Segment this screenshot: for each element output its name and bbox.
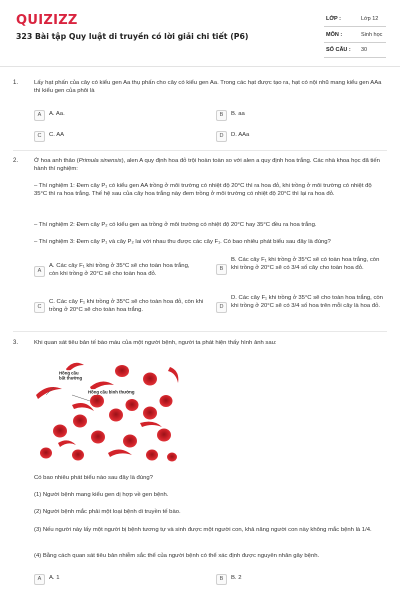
question-1-option-b[interactable]	[216, 110, 386, 121]
abnormal-cell-label-1: Hồng cầu	[59, 370, 79, 376]
question-3-statement-1: (1) Người bệnh mang kiểu gen dị hợp về gen bệnh.	[34, 492, 169, 498]
option-letter: C	[34, 131, 45, 142]
question-2-option-b[interactable]	[216, 256, 388, 286]
option-letter: C	[34, 302, 45, 313]
page-title: 323 Bài tập Quy luật di truyền có lời giải chi tiết (P6)	[16, 32, 249, 41]
option-letter: B	[216, 574, 227, 585]
option-letter: A	[34, 266, 45, 277]
option-letter: D	[216, 302, 227, 313]
option-text: A. 1	[49, 575, 60, 581]
question-3-number: 3.	[13, 340, 19, 346]
question-2-option-c[interactable]	[34, 298, 206, 322]
question-3-prompt: Có bao nhiêu phát biểu nào sau đây là đúng?	[34, 475, 153, 481]
question-2-option-d[interactable]	[216, 294, 388, 324]
header-divider	[0, 66, 400, 67]
blood-cells-illustration	[32, 357, 182, 462]
question-2-number: 2.	[13, 158, 19, 164]
option-text: C. Các cây F₁ khi trồng ở 35°C sẽ cho toàn hoa đỏ, còn khi trồng ở 20°C sẽ cho toàn hoa trắng.	[49, 299, 204, 313]
question-2-experiment-3: – Thí nghiệm 3: Đem cây P₁ và cây P₂ lai với nhau thu được các cây F₁. Có bao nhiêu phát biểu sau đây là đúng?	[34, 239, 331, 245]
question-1-text: Lấy hạt phấn của cây có kiểu gen Aa thụ phấn cho cây có kiểu gen Aa. Trong các hạt được tạo ra, hạt có nội nhũ mang kiểu gen AAa thì kiểu gen của phôi là	[34, 80, 382, 95]
option-text: B. Các cây F₁ khi trồng ở 35°C sẽ có toàn hoa trắng, còn khi trồng ở 20°C sẽ có 3/4 số cây cho toàn hoa đỏ.	[231, 257, 380, 271]
option-letter: A	[34, 574, 45, 585]
option-letter: A	[34, 110, 45, 121]
question-3-text: Khi quan sát tiêu bản tế bào máu của một người bệnh, người ta phát hiện thấy hình ảnh sau:	[34, 340, 277, 346]
option-text: D. AAa	[231, 132, 250, 138]
quizizz-logo: QUIZIZZ	[16, 13, 78, 28]
blood-smear-figure	[32, 357, 182, 462]
question-2-option-a[interactable]	[34, 262, 206, 286]
meta-subject-row	[324, 30, 386, 43]
option-letter: D	[216, 131, 227, 142]
meta-grade-label: LỚP :	[326, 16, 341, 22]
question-divider	[13, 331, 387, 332]
question-3-statement-4: (4) Bằng cách quan sát tiêu bản nhiễm sắc thể của người bệnh có thể xác định được nguyên nhân gây bệnh.	[34, 553, 320, 559]
question-3-option-b[interactable]	[216, 574, 386, 585]
option-text: A. Các cây F₁ khi trồng ở 35°C sẽ cho toàn hoa trắng, còn khi trồng ở 20°C sẽ cho toàn hoa đỏ.	[49, 263, 190, 277]
option-letter: B	[216, 110, 227, 121]
option-letter: B	[216, 264, 227, 275]
option-text: C. AA	[49, 132, 65, 138]
question-2-experiment-1: – Thí nghiệm 1: Đem cây P₁ có kiểu gen AA trồng ở môi trường có nhiệt độ 20°C thì ra hoa đỏ, khi trồng ở môi trường có nhiệt độ 35°C thì ra hoa trắng. Thế hệ sau của cây hoa trắng này đem trồng ở môi trường có nhiệt độ 20°C thì lại ra hoa đỏ.	[34, 183, 372, 198]
meta-count-label: SỐ CÂU :	[326, 47, 351, 53]
question-3-statement-3: (3) Nếu người này lấy một người bị bệnh tương tự và sinh được một người con, khả năng người con này không mắc bệnh là 1/4.	[34, 527, 372, 533]
option-text: B. 2	[231, 575, 242, 581]
question-2-experiment-2: – Thí nghiệm 2: Đem cây P₂ có kiểu gen aa trồng ở môi trường có nhiệt độ 20°C hay 35°C đều ra hoa trắng.	[34, 222, 317, 228]
meta-subject-value: Sinh học	[361, 32, 383, 38]
normal-cell-label: Hồng cầu bình thường	[88, 389, 135, 395]
meta-grade-row	[324, 14, 386, 27]
question-2-intro-a: Ở hoa anh thảo (	[34, 158, 79, 164]
question-divider	[13, 150, 387, 151]
species-name: Primula sinensis	[78, 158, 122, 164]
question-3-option-a[interactable]	[34, 574, 204, 585]
option-text: D. Các cây F₁ khi trồng ở 35°C sẽ cho toàn hoa trắng, còn khi trồng ở 20°C sẽ có 3/4 số hoa trên mỗi cây là hoa đỏ.	[231, 295, 383, 309]
question-1-option-d[interactable]	[216, 131, 386, 142]
meta-grade-value: Lớp 12	[361, 16, 379, 22]
question-1-option-a[interactable]	[34, 110, 204, 121]
question-1-number: 1.	[13, 80, 19, 86]
worksheet-header	[0, 0, 400, 64]
meta-count-value: 30	[361, 47, 368, 53]
question-1-option-c[interactable]	[34, 131, 204, 142]
sickle-cells	[36, 363, 178, 457]
meta-count-row	[324, 45, 386, 58]
question-2-intro	[34, 157, 386, 174]
option-text: A. Aa.	[49, 111, 65, 117]
question-2-intro-b: ), alen A quy định hoa đỏ trội hoàn toàn so với alen a quy định hoa trắng. Các nhà khoa học đã tiến hành thí nghiệm:	[34, 158, 380, 173]
meta-subject-label: MÔN :	[326, 32, 343, 38]
option-text: B. aa	[231, 111, 245, 117]
question-3-statement-2: (2) Người bệnh mắc phải một loại bệnh di truyền tế bào.	[34, 509, 181, 515]
abnormal-cell-label-2: bất thường	[59, 375, 83, 381]
